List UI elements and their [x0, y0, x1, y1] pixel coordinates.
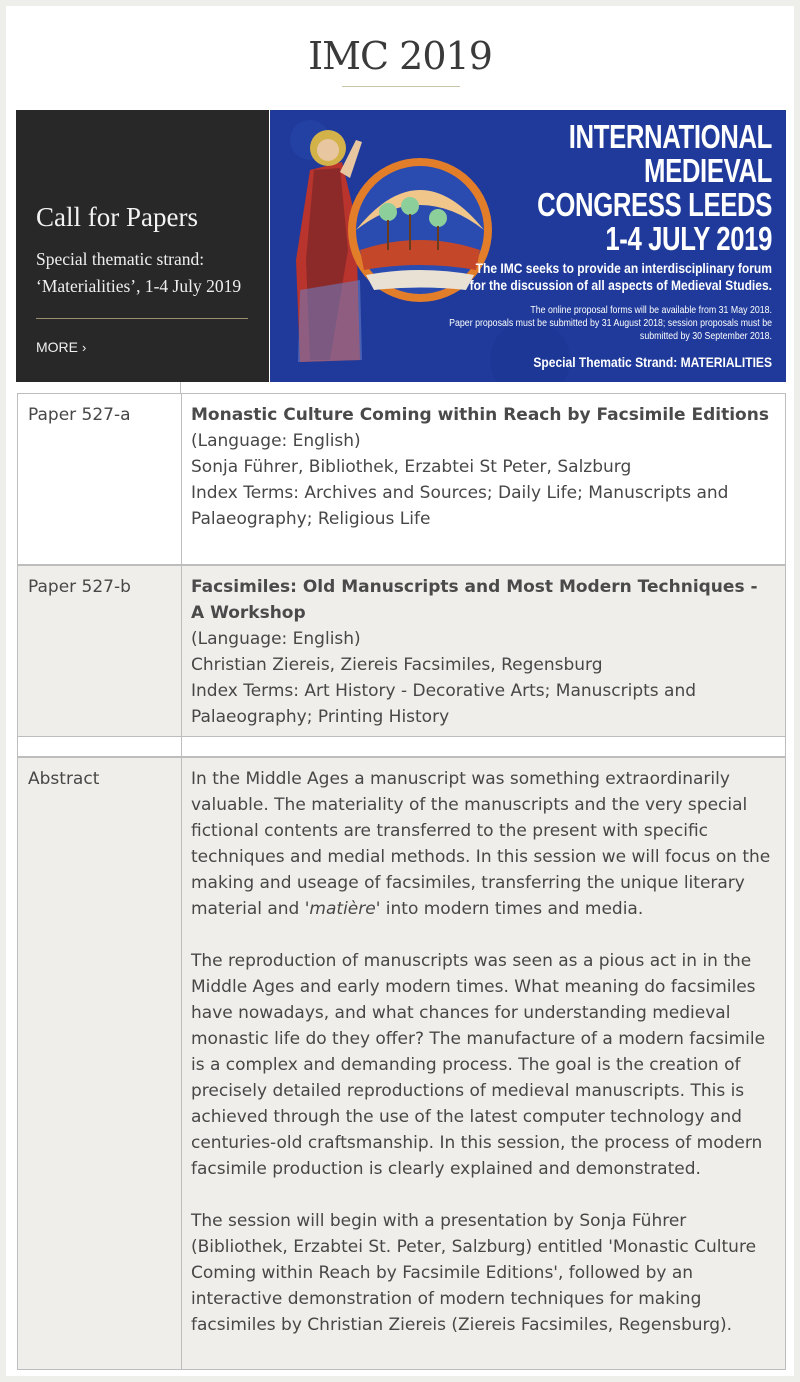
paper-language: (Language: English)	[191, 431, 361, 451]
cfp-title: Call for Papers	[36, 202, 198, 232]
more-label: MORE	[36, 339, 78, 355]
paper-author: Sonja Führer, Bibliothek, Erzabtei St Peter, Salzburg	[191, 457, 632, 477]
desc-line-1: The IMC seeks to provide an interdisciplinary forum	[475, 260, 772, 276]
paper-label: Paper 527-a	[18, 394, 182, 564]
paper-title: Facsimiles: Old Manuscripts and Most Modern Techniques - A Workshop	[191, 577, 758, 623]
abstract-row	[17, 757, 786, 1370]
abstract-paragraph-3: The session will begin with a presentation by Sonja Führer (Bibliothek, Erzabtei St. Peter, Salzburg) entitled 'Monastic Culture Coming within Reach by Facsimile Editions', followed by an interactive demonstration of modern techniques for making facsimiles by Christian Ziereis (Ziereis Facsimiles, Regensburg).	[191, 1211, 757, 1335]
abstract-paragraph-1: In the Middle Ages a manuscript was something extraordinarily valuable. The materiality of the manuscripts and the very special fictional contents are transferred to the present with specific techniques and medial methods. In this session we will focus on the making and useage of facsimiles, transferring the unique literary material and 'matière' into modern times and media.	[191, 769, 771, 919]
thematic-strand: Special Thematic Strand: MATERIALITIES	[533, 354, 772, 370]
paper-index-terms: Index Terms: Archives and Sources; Daily Life; Manuscripts and Palaeography; Religious Life	[191, 483, 729, 529]
heading-dates: 1-4 JULY 2019	[605, 220, 772, 257]
title-divider	[342, 86, 460, 87]
banner-image	[270, 110, 786, 382]
deadline-line-3: submitted by 30 September 2018.	[639, 331, 772, 342]
paper-label: Paper 527-b	[18, 566, 182, 736]
abstract-text	[182, 758, 785, 1338]
congress-heading	[507, 120, 772, 256]
paper-index-terms: Index Terms: Art History - Decorative Arts; Manuscripts and Palaeography; Printing History	[191, 681, 697, 727]
abstract-label: Abstract	[18, 758, 182, 1369]
proposal-deadlines	[385, 304, 772, 343]
table-row	[17, 393, 786, 565]
cfp-subtitle: Special thematic strand: ‘Materialities’, 1-4 July 2019	[36, 249, 242, 296]
site-title: IMC 2019	[308, 34, 492, 78]
paper-language: (Language: English)	[191, 629, 361, 649]
call-for-papers-banner[interactable]	[16, 110, 786, 382]
table-row	[17, 565, 786, 737]
congress-description	[411, 260, 772, 294]
desc-line-2: for the discussion of all aspects of Medieval Studies.	[469, 277, 772, 293]
table-spacer-row	[17, 737, 786, 757]
more-link[interactable]	[36, 339, 86, 355]
heading-line-1: INTERNATIONAL MEDIEVAL	[568, 118, 772, 189]
deadline-line-1: The online proposal forms will be available from 31 May 2018.	[530, 305, 772, 316]
cfp-divider	[36, 318, 248, 319]
page	[6, 6, 794, 1376]
deadline-line-2: Paper proposals must be submitted by 31 August 2018; session proposals must be	[449, 318, 772, 329]
banner-text-panel	[16, 110, 269, 382]
paper-title: Monastic Culture Coming within Reach by Facsimile Editions	[191, 405, 769, 425]
heading-line-2: CONGRESS LEEDS	[537, 186, 772, 223]
paper-author: Christian Ziereis, Ziereis Facsimiles, Regensburg	[191, 655, 603, 675]
chevron-right-icon: ›	[82, 340, 87, 355]
abstract-paragraph-2: The reproduction of manuscripts was seen as a pious act in in the Middle Ages and early modern times. What meaning do facsimiles have nowadays, and what chances for understanding medieval monastic life do they offer? The manufacture of a modern facsimile is a complex and demanding process. The goal is the creation of precisely detailed reproductions of medieval manuscripts. This is achieved through the use of the latest computer technology and centuries-old craftsmanship. In this session, the process of modern facsimile production is clearly explained and demonstrated.	[191, 951, 766, 1179]
paper-details	[182, 566, 785, 730]
paper-details	[182, 394, 785, 532]
